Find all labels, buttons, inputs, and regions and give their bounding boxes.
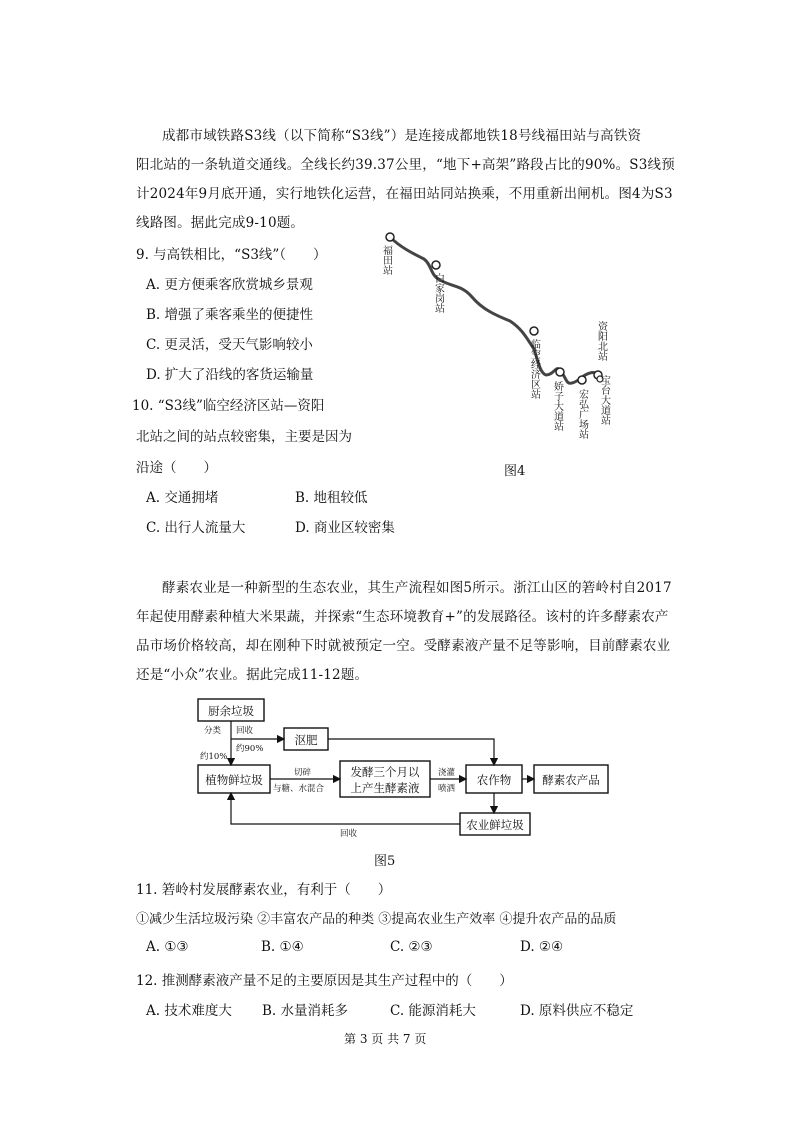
question-9-option-a[interactable]: A. 更方便乘客欣赏城乡景观	[146, 277, 313, 293]
passage2-line-4: 还是“小众”农业。据此完成11-12题。	[136, 667, 369, 683]
question-11-stem: 11. 箬岭村发展酵素农业，有利于（ ）	[136, 882, 392, 898]
question-10-option-d[interactable]: D. 商业区较密集	[295, 520, 395, 536]
page-footer: 第 3 页 共 7 页	[344, 1032, 427, 1046]
passage2-line-1: 酵素农业是一种新型的生态农业，其生产流程如图5所示。浙江山区的箬岭村自2017	[162, 580, 672, 596]
passage1-line-4: 线路图。据此完成9-10题。	[136, 215, 305, 231]
box-ferment-label-2: 上产生酵素液	[350, 781, 420, 795]
question-10-stem-line-1: 10. “S3线”临空经济区站—资阳	[132, 398, 325, 414]
box-kitchen-waste-label: 厨余垃圾	[208, 704, 254, 718]
question-9-option-d[interactable]: D. 扩大了沿线的客货运输量	[146, 367, 314, 383]
label-recycle-bottom: 回收	[340, 829, 358, 839]
question-12-option-a[interactable]: A. 技术难度大	[146, 1003, 232, 1019]
label-recycle-top: 回收	[236, 726, 254, 736]
passage2-line-3: 品市场价格较高，却在刚种下时就被预定一空。受酵素液产量不足等影响，目前酵素农业	[136, 638, 671, 654]
question-10-option-c[interactable]: C. 出行人流量大	[146, 520, 246, 536]
question-12-option-d[interactable]: D. 原料供应不稳定	[520, 1003, 634, 1019]
station-label-ziyangbei: 资阳北站	[595, 321, 607, 361]
box-plant-waste-label: 植物鲜垃圾	[205, 773, 263, 787]
question-12-stem: 12. 推测酵素液产量不足的主要原因是其生产过程中的（ ）	[136, 973, 513, 989]
station-label-jiaozi: 娇子大道站	[551, 381, 563, 431]
label-pct90: 约90%	[236, 744, 264, 754]
question-10-stem-line-3: 沿途（ ）	[136, 460, 217, 476]
passage1-line-1: 成都市域铁路S3线（以下简称“S3线”）是连接成都地铁18号线福田站与高铁资	[162, 128, 642, 144]
station-label-baijiagang: 白家岗站	[432, 273, 444, 313]
box-crops-label: 农作物	[476, 773, 512, 787]
question-9-option-c[interactable]: C. 更灵活，受天气影响较小	[146, 337, 313, 353]
label-mix: 与糖、水混合	[273, 784, 325, 794]
figure-4-caption: 图4	[504, 464, 526, 479]
station-label-futian: 福田站	[380, 245, 392, 275]
box-compost-label: 沤肥	[294, 733, 318, 747]
figure-5-flowchart	[190, 695, 620, 840]
station-label-hongguangchang: 宏弘广场站	[576, 389, 588, 439]
station-label-linkong: 临空经济区站	[528, 339, 540, 399]
box-farm-waste-label: 农业鲜垃圾	[466, 818, 524, 832]
question-11-option-a[interactable]: A. ①③	[146, 939, 189, 955]
figure-4-route-map	[370, 225, 630, 450]
question-10-option-b[interactable]: B. 地租较低	[295, 490, 368, 506]
question-11-option-b[interactable]: B. ①④	[261, 939, 304, 955]
figure-5-caption: 图5	[374, 854, 396, 869]
label-irrigate: 浇灌	[438, 768, 456, 778]
box-product-label: 酵素农产品	[542, 773, 600, 787]
question-12-option-c[interactable]: C. 能源消耗大	[390, 1003, 476, 1019]
question-11-statements: ①减少生活垃圾污染 ②丰富农产品的种类 ③提高农业生产效率 ④提升农产品的品质	[136, 912, 617, 927]
passage2-line-2: 年起使用酵素种植大米果蔬，并探索“生态环境教育+”的发展路径。该村的许多酵素农产	[136, 609, 669, 625]
label-pct10: 约10%	[200, 752, 228, 762]
question-12-option-b[interactable]: B. 水量消耗多	[262, 1003, 349, 1019]
label-chop: 切碎	[294, 768, 312, 778]
label-sort: 分类	[204, 726, 222, 736]
question-9-stem: 9. 与高铁相比，“S3线”（ ）	[136, 247, 327, 263]
box-ferment-label-1: 发酵三个月以	[350, 765, 420, 779]
passage1-line-2: 阳北站的一条轨道交通线。全线长约39.37公里，“地下+高架”路段占比的90%。S3线预	[136, 157, 675, 173]
s3-route-line	[390, 237, 600, 383]
question-10-stem-line-2: 北站之间的站点较密集，主要是因为	[136, 429, 352, 445]
question-9-option-b[interactable]: B. 增强了乘客乘坐的便捷性	[146, 307, 314, 323]
passage1-line-3: 计2024年9月底开通，实行地铁化运营，在福田站同站换乘，不用重新出闸机。图4为S3	[136, 186, 673, 202]
label-spray: 喷洒	[438, 784, 456, 794]
question-10-option-a[interactable]: A. 交通拥堵	[146, 490, 219, 506]
question-11-option-c[interactable]: C. ②③	[390, 939, 433, 955]
question-11-option-d[interactable]: D. ②④	[520, 939, 564, 955]
station-label-baotai: 宝台大道站	[598, 375, 610, 425]
